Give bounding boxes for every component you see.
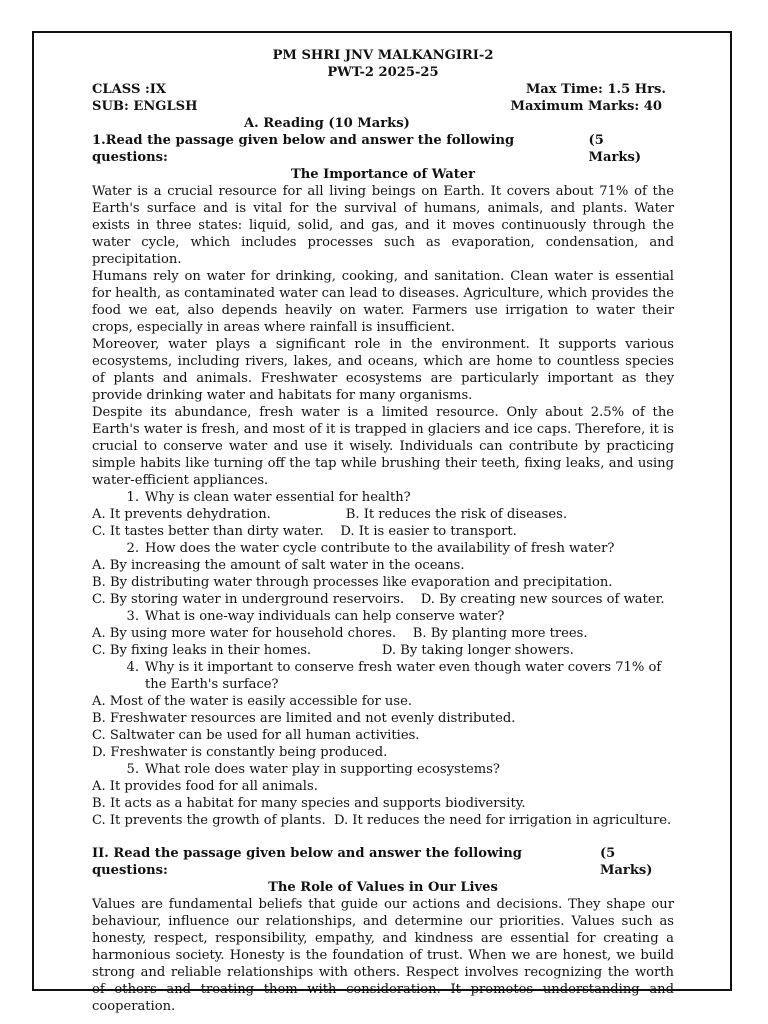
answer-option-line: D. Freshwater is constantly being produced.: [92, 745, 388, 760]
passage-1-paragraph: Water is a crucial resource for all living beings on Earth. It covers about 71% of the Earth's surface and is vital for the survival of humans, animals, and plants. Water exists in three states: liquid, solid, and gas, and it moves continuously through the water cycle, which includes processes such as evaporation, condensation, and precipitation.: [92, 184, 674, 267]
answer-option-line: A. It provides food for all animals.: [92, 779, 318, 794]
section-a-title: A. Reading (10 Marks): [244, 116, 410, 131]
passage-1-title: The Importance of Water: [290, 167, 476, 182]
passage-2-paragraph: Values are fundamental beliefs that guide our actions and decisions. They shape our behaviour, influence our relationships, and determine our priorities. Values such as honesty, respect, responsibility, empathy, and kindness are essential for creating a harmonious society. Honesty is the foundation of trust. When we are honest, we build strong and reliable relationships with others. Respect involves recognizing the worth of others and treating them with consideration. It promotes understanding and cooperation.: [92, 897, 674, 1014]
passage-1-paragraph: Humans rely on water for drinking, cooking, and sanitation. Clean water is essential for health, as contaminated water can lead to diseases. Agriculture, which provides the food we eat, also depends heavily on water. Farmers use irrigation to water their crops, especially in areas where rainfall is insufficient.: [92, 269, 674, 335]
question-2: [92, 540, 674, 557]
passage-1-paragraph: Despite its abundance, fresh water is a limited resource. Only about 2.5% of the Earth's water is fresh, and most of it is trapped in glaciers and ice caps. Therefore, it is crucial to conserve water and use it wisely. Individuals can contribute by practicing simple habits like turning off the tap while brushing their teeth, fixing leaks, and using water-efficient appliances.: [92, 405, 674, 488]
section-b-instruction: II. Read the passage given below and answer the following questions:: [92, 846, 522, 878]
class-time-row: [92, 81, 674, 98]
section-b-instruction-row: [92, 845, 674, 879]
answer-option-line: A. Most of the water is easily accessible for use.: [92, 694, 412, 709]
question-4: [92, 659, 674, 693]
answer-option-line: C. It tastes better than dirty water. D. It is easier to transport.: [92, 524, 517, 539]
question-text: What role does water play in supporting ecosystems?: [145, 762, 500, 777]
answer-option-line: B. Freshwater resources are limited and not evenly distributed.: [92, 711, 516, 726]
question-number: 4.: [126, 660, 139, 675]
exam-title: PWT-2 2025-25: [327, 65, 439, 80]
answer-option-line: B. By distributing water through processes like evaporation and precipitation.: [92, 575, 613, 590]
passage-2-title: The Role of Values in Our Lives: [268, 880, 498, 895]
question-text: Why is clean water essential for health?: [145, 490, 411, 505]
answer-option-line: A. It prevents dehydration. B. It reduces the risk of diseases.: [92, 507, 568, 522]
q1-instruction: 1.Read the passage given below and answer the following questions:: [92, 133, 515, 165]
max-time: Max Time: 1.5 Hrs.: [525, 82, 666, 97]
question-number: 3.: [126, 609, 139, 624]
exam-paper: [92, 47, 674, 1015]
answer-option-line: C. By fixing leaks in their homes. D. By taking longer showers.: [92, 643, 574, 658]
answer-option-line: A. By using more water for household chores. B. By planting more trees.: [92, 626, 588, 641]
school-name: PM SHRI JNV MALKANGIRI-2: [272, 48, 494, 63]
question-5: [92, 761, 674, 778]
answer-option-line: C. By storing water in underground reservoirs. D. By creating new sources of water.: [92, 592, 665, 607]
class-label: CLASS :IX: [92, 82, 167, 97]
question-3: [92, 608, 674, 625]
answer-option-line: C. It prevents the growth of plants. D. It reduces the need for irrigation in agriculture.: [92, 813, 672, 828]
section-b-marks: (5 Marks): [599, 846, 653, 878]
question-number: 5.: [126, 762, 139, 777]
answer-option-line: A. By increasing the amount of salt water in the oceans.: [92, 558, 465, 573]
section-spacer: [92, 829, 674, 845]
answer-option-line: B. It acts as a habitat for many species and supports biodiversity.: [92, 796, 526, 811]
question-text: Why is it important to conserve fresh water even though water covers 71% of the Earth's surface?: [145, 660, 662, 692]
answer-option-line: C. Saltwater can be used for all human activities.: [92, 728, 420, 743]
question-number: 1.: [126, 490, 139, 505]
subject-label: SUB: ENGLSH: [92, 99, 198, 114]
q1-marks: (5 Marks): [588, 133, 642, 165]
question-text: How does the water cycle contribute to the availability of fresh water?: [145, 541, 615, 556]
passage-1-paragraph: Moreover, water plays a significant role in the environment. It supports various ecosystems, including rivers, lakes, and oceans, which are home to countless species of plants and animals. Freshwater ecosystems are particularly important as they provide drinking water and habitats for many organisms.: [92, 337, 674, 403]
q1-instruction-row: [92, 132, 674, 166]
question-1: [92, 489, 674, 506]
question-text: What is one-way individuals can help conserve water?: [145, 609, 505, 624]
question-number: 2.: [126, 541, 139, 556]
subject-marks-row: [92, 98, 674, 115]
max-marks: Maximum Marks: 40: [510, 99, 662, 114]
